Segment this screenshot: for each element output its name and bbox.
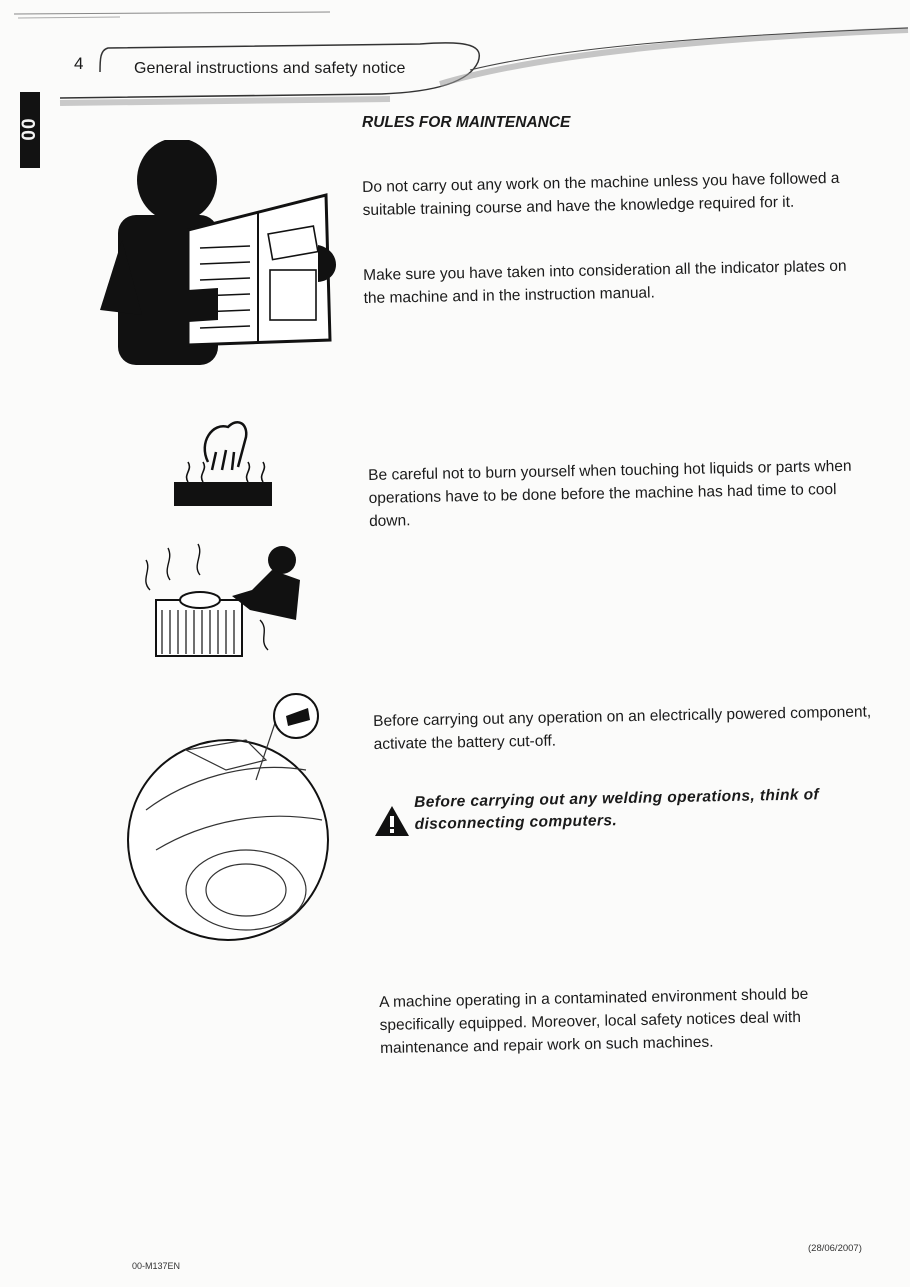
paragraph-training: Do not carry out any work on the machine unless you have followed a suitable training course and have the knowledge required for it.: [362, 169, 840, 219]
paragraph-contaminated-environment: A machine operating in a contaminated environment should be specifically equipped. Moreover, local safety notices deal with maintenance and repair work on such machines.: [379, 985, 809, 1057]
paragraph-battery-cutoff: Before carrying out any operation on an electrically powered component, activate the battery cut-off.: [373, 703, 872, 753]
section-title: RULES FOR MAINTENANCE: [362, 114, 571, 131]
document-date: (28/06/2007): [808, 1243, 862, 1254]
warning-triangle-icon: [373, 804, 411, 838]
header-decoration: [0, 0, 910, 110]
page-number: 4: [74, 54, 84, 73]
hot-radiator-icon: [140, 540, 312, 660]
paragraph-hot-liquids: Be careful not to burn yourself when touching hot liquids or parts when operations have to be done before the machine has had time to cool down.: [368, 457, 852, 530]
chapter-tab-label: 00: [19, 117, 40, 141]
warning-welding: Before carrying out any welding operations, think of disconnecting computers.: [414, 786, 820, 833]
paragraph-indicator-plates: Make sure you have taken into consideration all the indicator plates on the machine and in the instruction manual.: [363, 257, 847, 307]
battery-cutoff-icon: [126, 690, 336, 944]
header-title: General instructions and safety notice: [134, 60, 406, 77]
chapter-tab: [20, 92, 40, 168]
document-code: 00-M137EN: [132, 1261, 181, 1271]
person-reading-manual-icon: [92, 140, 342, 370]
hot-surface-hand-icon: [168, 412, 278, 512]
